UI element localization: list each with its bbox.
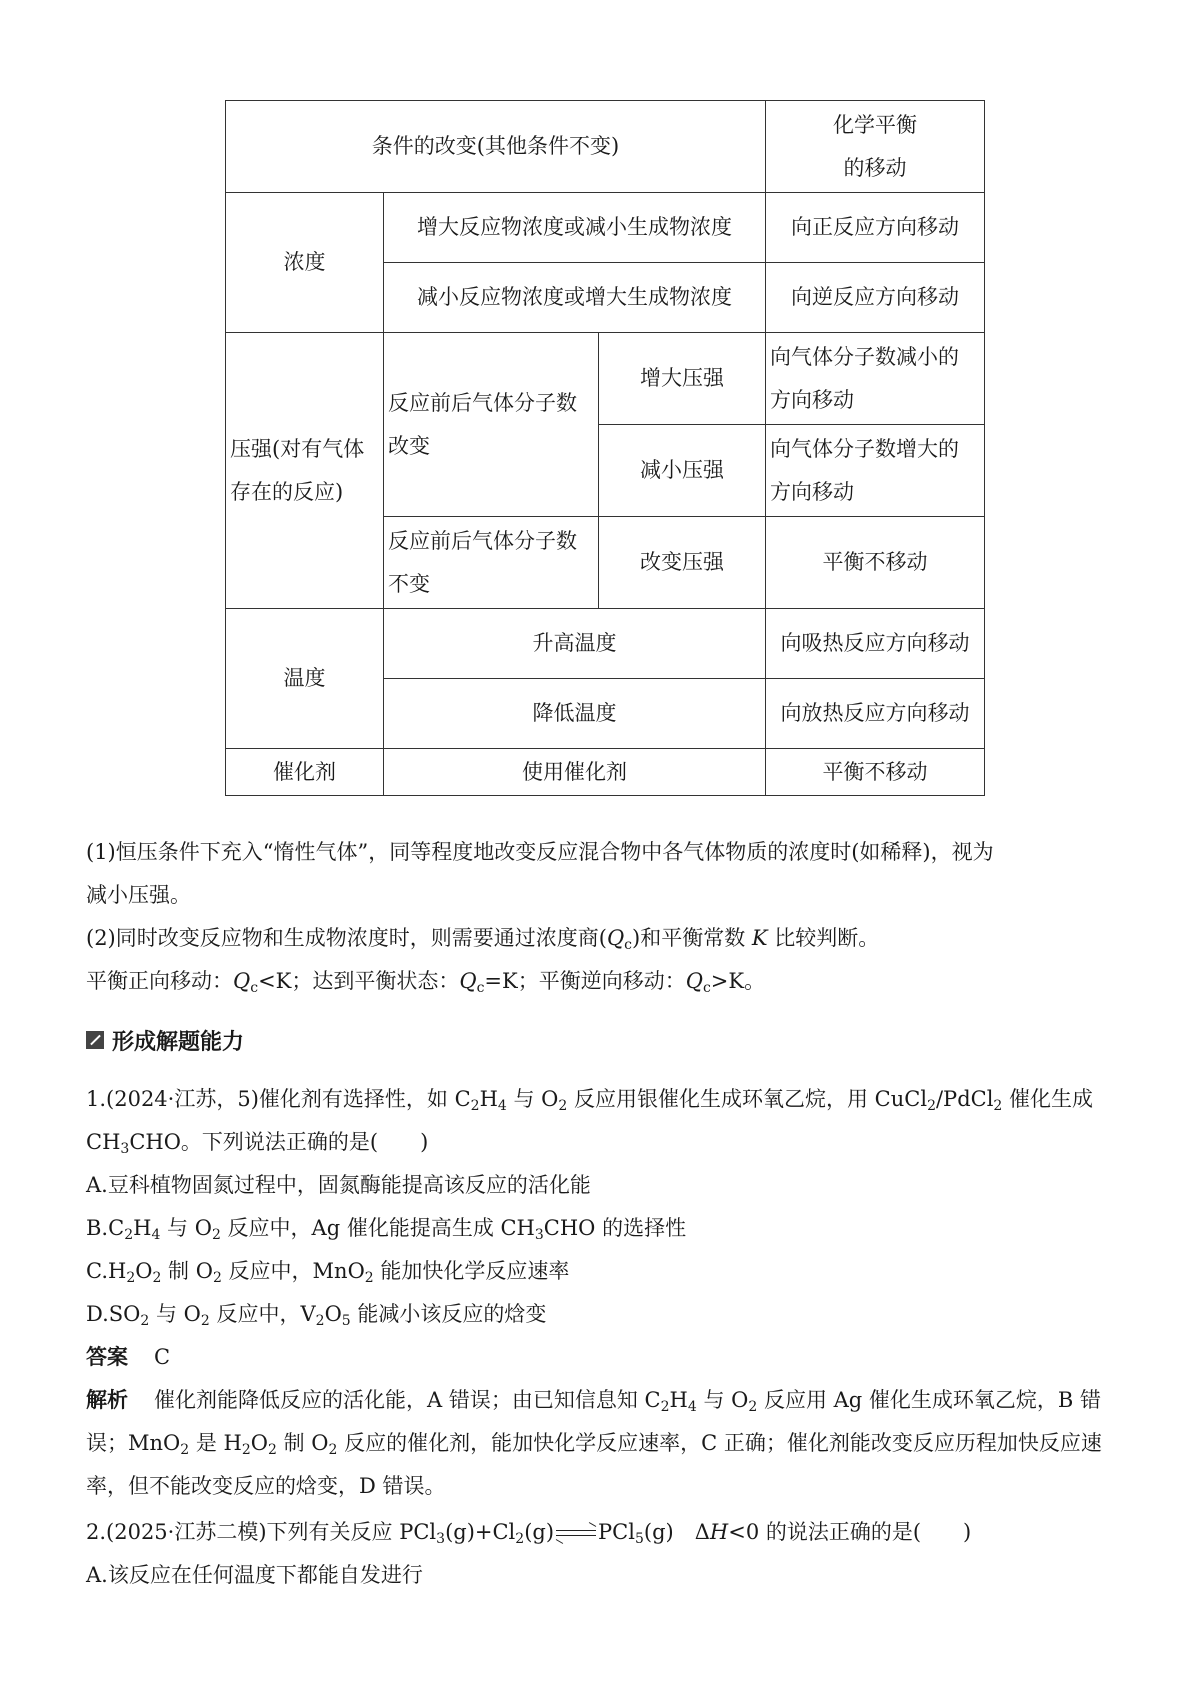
text: 与 O [160, 1216, 212, 1240]
cell-shift: 向逆反应方向移动 [791, 285, 959, 309]
factor-concentration [225, 192, 384, 333]
pressure-no-shift [765, 516, 985, 609]
text: 制 O [161, 1259, 213, 1283]
text: /PdCl [935, 1087, 994, 1111]
cell-change: 减小反应物浓度或增大生成物浓度 [417, 285, 732, 309]
unchanged-line2: 不变 [388, 571, 430, 596]
text: CH [86, 1130, 121, 1154]
text: O [324, 1302, 342, 1326]
cell-decrease: 减小压强 [640, 458, 724, 482]
text: CHO 的选择性 [543, 1216, 687, 1240]
text: 是 H [189, 1431, 242, 1455]
factor-temperature [225, 608, 384, 749]
analysis-label: 解析 [86, 1388, 128, 1412]
header-shift-line2: 的移动 [843, 155, 907, 180]
note-text: =K；平衡逆向移动： [484, 969, 686, 993]
subscript: 2 [200, 1313, 210, 1329]
text: 与 O [696, 1388, 749, 1412]
subscript: c [250, 980, 259, 996]
text: 催化生成 [1002, 1087, 1094, 1111]
pressure-changed-molecules [383, 332, 599, 517]
subscript: 2 [124, 1227, 134, 1243]
text: A.豆科植物固氮过程中，固氮酶能提高该反应的活化能 [86, 1173, 591, 1197]
text: (g) [524, 1520, 555, 1544]
decrease-shift-line1: 向气体分子数增大的 [770, 436, 959, 461]
factor-pressure-line2: 存在的反应) [230, 479, 344, 504]
subscript: 3 [436, 1531, 446, 1547]
cell-change-pressure: 改变压强 [640, 550, 724, 574]
text: 催化剂能降低反应的活化能，A 错误；由已知信息知 C [154, 1388, 661, 1412]
table-row [765, 748, 985, 796]
section-title: 形成解题能力 [112, 1029, 245, 1055]
header-shift-line1: 化学平衡 [833, 112, 917, 137]
text: H [133, 1216, 152, 1240]
note-1-line1 [86, 830, 1126, 874]
text: (g) Δ [643, 1520, 710, 1544]
note-text: 平衡正向移动： [86, 969, 233, 993]
text: 能加快化学反应速率 [373, 1259, 570, 1283]
cell-shift: 平衡不移动 [822, 759, 928, 784]
symbol-q: Q [459, 969, 477, 993]
table-header-shift [765, 100, 985, 193]
factor-concentration-text: 浓度 [283, 250, 326, 274]
header-condition-text: 条件的改变(其他条件不变) [371, 134, 620, 158]
note-2 [86, 916, 1126, 960]
text: C.H [86, 1259, 127, 1283]
text: A.该反应在任何温度下都能自发进行 [86, 1563, 423, 1587]
symbol-h: H [709, 1520, 729, 1544]
text: H [479, 1087, 498, 1111]
subscript: 2 [267, 1442, 277, 1458]
factor-temperature-text: 温度 [283, 666, 326, 690]
subscript: 2 [212, 1270, 222, 1286]
subscript: c [476, 980, 485, 996]
factor-catalyst-text: 催化剂 [273, 759, 336, 784]
table-row [383, 748, 766, 796]
subscript: 3 [534, 1227, 544, 1243]
pressure-increase-shift [765, 332, 985, 425]
text: 误；MnO [86, 1431, 181, 1455]
note-3 [86, 959, 1126, 1003]
q1-answer [86, 1335, 1126, 1379]
text: O [250, 1431, 268, 1455]
subscript: 4 [687, 1399, 697, 1415]
decrease-shift-line2: 方向移动 [770, 479, 854, 504]
note-text: <K；达到平衡状态： [258, 969, 460, 993]
subscript: 2 [140, 1313, 150, 1329]
text: 能减小该反应的焓变 [350, 1302, 547, 1326]
symbol-k: K [751, 926, 768, 950]
table-row [765, 608, 985, 679]
subscript: 2 [927, 1098, 936, 1114]
subscript: 2 [211, 1227, 221, 1243]
table-row [383, 678, 766, 749]
subscript: 2 [748, 1399, 758, 1415]
subscript: 2 [126, 1270, 136, 1286]
q1-stem-line1 [86, 1077, 1126, 1121]
q1-analysis-line3 [86, 1464, 1126, 1508]
note-1-line2 [86, 873, 1126, 917]
text: 反应中，V [209, 1302, 316, 1326]
q1-option-d [86, 1292, 1126, 1336]
subscript: 2 [515, 1531, 525, 1547]
pressure-change [598, 516, 766, 609]
increase-shift-line1: 向气体分子数减小的 [770, 344, 959, 369]
cell-increase: 增大压强 [640, 366, 724, 390]
text: CHO。下列说法正确的是( ) [129, 1130, 429, 1154]
subscript: 2 [993, 1098, 1003, 1114]
table-row [765, 678, 985, 749]
text: (g)+Cl [445, 1520, 516, 1544]
text: 反应的催化剂，能加快化学反应速率，C 正确；催化剂能改变反应历程加快反应速 [337, 1431, 1102, 1455]
table-row [383, 192, 766, 263]
q1-stem-line2 [86, 1120, 1126, 1164]
text: D.SO [86, 1302, 141, 1326]
table-row [765, 192, 985, 263]
unchanged-line1: 反应前后气体分子数 [388, 528, 577, 553]
note-text: )和平衡常数 [632, 926, 752, 950]
subscript: 2 [241, 1442, 251, 1458]
note-text: >K。 [710, 969, 766, 993]
table-row [383, 608, 766, 679]
text: PCl [598, 1520, 635, 1544]
factor-pressure-line1: 压强(对有气体 [230, 436, 365, 461]
symbol-q: Q [685, 969, 703, 993]
section-heading [86, 1018, 244, 1062]
text: 制 O [276, 1431, 329, 1455]
q1-option-b [86, 1206, 1126, 1250]
equilibrium-table [225, 100, 985, 796]
text: B.C [86, 1216, 125, 1240]
text: O [135, 1259, 153, 1283]
table-row [383, 262, 766, 333]
subscript: 4 [151, 1227, 161, 1243]
subscript: 2 [364, 1270, 374, 1286]
subscript: c [702, 980, 711, 996]
note-text: (2)同时改变反应物和生成物浓度时，则需要通过浓度商( [86, 926, 607, 950]
q2-stem [86, 1510, 1126, 1554]
text: <0 的说法正确的是( ) [728, 1520, 972, 1544]
q2-option-a [86, 1553, 1126, 1597]
cell-shift: 向放热反应方向移动 [780, 701, 970, 725]
cell-shift: 向正反应方向移动 [791, 215, 959, 239]
equilibrium-arrow-icon [556, 1524, 596, 1544]
text: 反应用银催化生成环氧乙烷，用 CuCl [567, 1087, 928, 1111]
increase-shift-line2: 方向移动 [770, 387, 854, 412]
text: 1.(2024·江苏，5)催化剂有选择性，如 C [86, 1087, 471, 1111]
q1-option-c [86, 1249, 1126, 1293]
subscript: 2 [328, 1442, 338, 1458]
text: H [669, 1388, 688, 1412]
subscript: 2 [152, 1270, 162, 1286]
changed-line1: 反应前后气体分子数 [388, 390, 577, 415]
cell-shift: 向吸热反应方向移动 [780, 631, 970, 655]
symbol-q: Q [606, 926, 625, 950]
subscript: 2 [660, 1399, 670, 1415]
text: 反应中，MnO [221, 1259, 365, 1283]
cell-change: 升高温度 [532, 631, 617, 655]
changed-line2: 改变 [388, 433, 430, 458]
subscript: 5 [634, 1531, 644, 1547]
text: 2.(2025·江苏二模)下列有关反应 PCl [86, 1520, 437, 1544]
factor-catalyst [225, 748, 384, 796]
pressure-decrease-shift [765, 424, 985, 517]
pressure-unchanged-molecules [383, 516, 599, 609]
q1-analysis-line1 [86, 1378, 1126, 1422]
q1-analysis-line2 [86, 1421, 1126, 1465]
cell-change: 使用催化剂 [522, 759, 627, 784]
cell-no-shift: 平衡不移动 [822, 550, 928, 574]
pencil-box-icon [86, 1031, 104, 1049]
subscript: 2 [315, 1313, 325, 1329]
text: 率，但不能改变反应的焓变，D 错误。 [86, 1474, 446, 1498]
q1-option-a [86, 1163, 1126, 1207]
subscript: 2 [470, 1098, 480, 1114]
text: 反应中，Ag 催化能提高生成 CH [220, 1216, 535, 1240]
text: 反应用 Ag 催化生成环氧乙烷，B 错 [757, 1388, 1102, 1412]
pressure-decrease [598, 424, 766, 517]
cell-change: 降低温度 [532, 701, 617, 725]
subscript: 2 [180, 1442, 190, 1458]
symbol-q: Q [233, 969, 251, 993]
subscript: 4 [497, 1098, 507, 1114]
table-row [765, 262, 985, 333]
text: 与 O [149, 1302, 201, 1326]
note-text: 减小压强。 [86, 883, 191, 907]
note-text: 比较判断。 [767, 926, 880, 950]
table-header-condition [225, 100, 766, 193]
factor-pressure [225, 332, 384, 609]
note-text: (1)恒压条件下充入“惰性气体”，同等程度地改变反应混合物中各气体物质的浓度时(如稀释)，视为 [86, 840, 994, 864]
answer-value: C [154, 1345, 171, 1369]
subscript: c [624, 937, 632, 953]
text: 与 O [506, 1087, 559, 1111]
subscript: 2 [558, 1098, 568, 1114]
pressure-increase [598, 332, 766, 425]
cell-change: 增大反应物浓度或减小生成物浓度 [417, 215, 732, 239]
subscript: 5 [341, 1313, 351, 1329]
answer-label: 答案 [86, 1345, 128, 1369]
subscript: 3 [120, 1141, 130, 1157]
